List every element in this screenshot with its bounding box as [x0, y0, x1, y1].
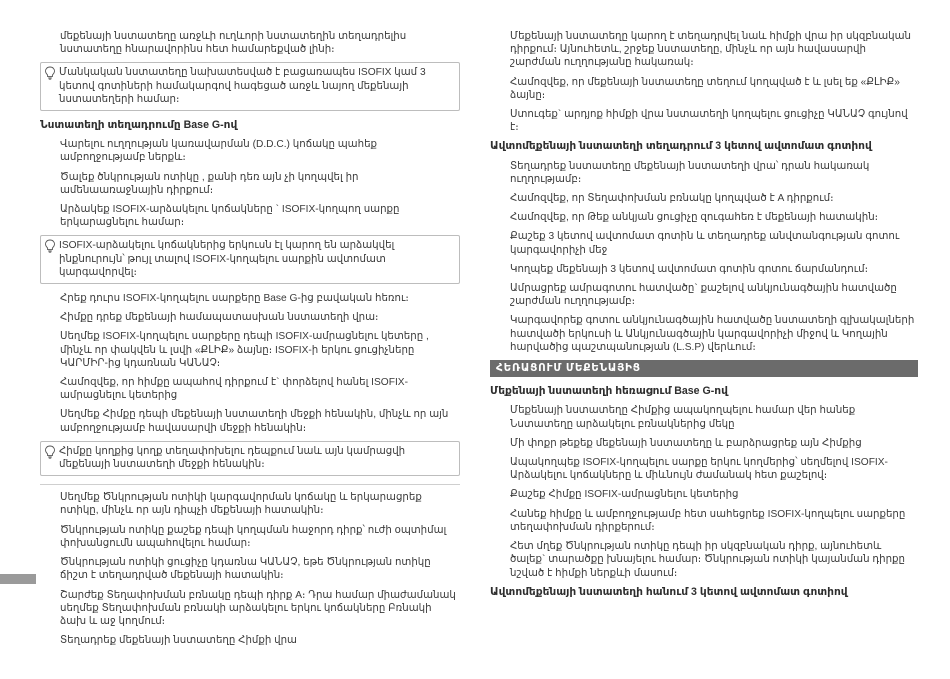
instruction-paragraph: Ամրացրեք ամրագոտու հատվածը` քաշելով անկյունագծային հատվածը շարժման ուղղությամբ։	[510, 283, 897, 308]
tip-note	[40, 441, 460, 476]
instruction-paragraph: Ծնկրության ոտիկի ցուցիչը կդառնա ԿԱՆԱՉ, եթե Ծնկրության ոտիկը ճիշտ է տեղադրված մեքենայի հատակին։	[60, 557, 431, 582]
divider	[40, 484, 460, 485]
tip-text: Հիմքը կողքից կողք տեղափոխելու դեպքում նաև այն կամրացվի մեքենայի նստատեղի մեջքի հենակին։	[59, 445, 406, 471]
instruction-paragraph: Արձակեք ISOFIX-արձակելու կոճակները ` ISOFIX-կողպող սարքը երկարացնելու համար։	[60, 204, 400, 229]
instruction-paragraph: Սեղմեք Ծնկրության ոտիկի կարգավորման կոճակը և երկարացրեք ոտիկը, մինչև որ այն դիպչի մեքենայի հատակին։	[60, 492, 422, 517]
instruction-paragraph: Քաշեք 3 կետով ավտոմատ գոտին և տեղադրեք անվտանգության գոտու կարգավորիչի մեջ	[510, 231, 900, 256]
lightbulb-icon	[44, 445, 56, 459]
instruction-paragraph: Սեղմեք Հիմքը դեպի մեքենայի նստատեղի մեջքի հենակին, մինչև որ այն ամբողջությամբ հավասարվի մեջքի հենակին։	[60, 409, 449, 434]
instruction-paragraph: Վարելու ուղղության կառավարման (D.D.C.) կոճակը պահեք ամբողջությամբ ներքև։	[60, 139, 378, 164]
instruction-paragraph: Հրեք դուրս ISOFIX-կողպելու սարքերը Base G-ից բավական հեռու։	[60, 293, 409, 305]
right-page	[480, 0, 935, 679]
instruction-paragraph: Ապակողպեք ISOFIX-կողպելու սարքը երկու կողմերից՝ սեղմելով ISOFIX-Արձակելու կոճակները և միևնույն ժամանակ հետ քաշելով։	[510, 457, 888, 482]
instruction-paragraph: Հիմքը դրեք մեքենայի համապատասխան նստատեղի վրա։	[60, 312, 379, 324]
instruction-paragraph: մեքենայի նստատեղը առջևի ուղևորի նստատեղին տեղադրելիս նստատեղը հնարավորինս հետ համարեքված լինի։	[60, 31, 407, 56]
instruction-paragraph: Մի փոքր թեքեք մեքենայի նստատեղը և բարձրացրեք այն Հիմքից	[510, 437, 862, 449]
section-heading: Ավտոմեքենայի նստատեղի հանում 3 կետով ավտոմատ գոտիով	[490, 585, 848, 598]
instruction-paragraph: Տեղադրեք նստատեղը մեքենայի նստատեղի վրա՝ դրան հակառակ ուղղությամբ։	[510, 160, 870, 185]
tip-text: ISOFIX-արձակելու կոճակներից երկուսն էլ կարող են արձակվել ինքնուրույն՝ թույլ տալով ISOFIX-կողպելու սարքին ավտոմատ կարգավորվել։	[59, 240, 395, 278]
section-heading: Մեքենայի նստատեղի հեռացում Base G-ով	[490, 385, 728, 398]
instruction-paragraph: Սեղմեք ISOFIX-կողպելու սարքերը դեպի ISOFIX-ամրացնելու կետերը , մինչև որ փակվեն և լսվի «ՔԼԻՔ» ձայնը։ ISOFIX-ի երկու ցուցիչները ԿԱՐՄԻՐ-ից կդառնան ԿԱՆԱՉ։	[60, 331, 429, 369]
lightbulb-icon	[44, 66, 56, 80]
tip-note	[40, 62, 460, 111]
section-heading: Ավտոմեքենայի նստատեղի տեղադրում 3 կետով ավտոմատ գոտիով	[490, 140, 872, 153]
instruction-paragraph: Հետ մղեք Ծնկրության ոտիկը դեպի իր սկզբնական դիրք, այնուհետև ծալեք` տարածքը խնայելու համար։ Ծնկրության ոտիկի կայանման դիրքը նշված է հիմքի ներքևի մասում։	[510, 541, 905, 579]
instruction-paragraph: Շարժեք Տեղափոխման բռնակը դեպի դիրք A։ Դրա համար միաժամանակ սեղմեք Տեղափոխման բռնակի արձակելու երկու կոճակները Բռնակի ձախ և աջ կողմում։	[60, 589, 456, 627]
instruction-paragraph: Համոզվեք, որ Տեղափոխման բռնակը կողպված է A դիրքում։	[510, 193, 834, 205]
lightbulb-icon	[44, 239, 56, 253]
instruction-paragraph: Հանեք հիմքը և ամբողջությամբ հետ սահեցրեք ISOFIX-կողպելու սարքերը տեղափոխման դիրքերում։	[510, 508, 906, 533]
instruction-paragraph: Ծալեք ծնկրության ոտիկը , քանի դեռ այն չի կողպվել իր ամենաառաջնային դիրքում։	[60, 171, 359, 196]
section-heading: Նստատեղի տեղադրումը Base G-ով	[40, 119, 238, 132]
instruction-paragraph: Մեքենայի նստատեղը կարող է տեղադրվել նաև հիմքի վրա իր սկզբնական դիրքում։ Այնուհետև, շրջեք նստատեղը, մինչև որ այն հավասարվի շարժման ուղղությանը հակառակ։	[510, 31, 911, 69]
instruction-paragraph: Ստուգեք` արդյոք հիմքի վրա նստատեղի կողպելու ցուցիչը ԿԱՆԱՉ գույնով է։	[510, 109, 908, 134]
left-column	[40, 30, 460, 653]
instruction-paragraph: Մեքենայի նստատեղը Հիմքից ապակողպելու համար վեր հանեք Նստատեղը արձակելու բռնակներից մեկը	[510, 405, 856, 430]
instruction-paragraph: Քաշեք Հիմքը ISOFIX-ամրացնելու կետերից	[510, 489, 739, 501]
instruction-paragraph: Համոզվեք, որ հիմքը ապահով դիրքում է` փորձելով հանել ISOFIX-ամրացնելու կետերից	[60, 377, 408, 402]
tip-text: Մանկական նստատեղը նախատեսված է բացառապես ISOFIX կամ 3 կետով գոտիների համակարգով հագեցած առջև նայող մեքենայի նստատեղերի համար։	[59, 67, 426, 105]
right-column	[490, 30, 918, 605]
instruction-paragraph: Համոզվեք, որ Թեք անկյան ցուցիչը զուգահեռ է մեքենայի հատակին։	[510, 212, 879, 224]
instruction-paragraph: Ծնկրության ոտիկը քաշեք դեպի կողպման հաջորդ դիրք՝ ուժի օպտիմալ փոխանցումն ապահովելու համար։	[60, 524, 447, 549]
left-page	[0, 0, 455, 679]
instruction-paragraph: Կողպեք մեքենայի 3 կետով ավտոմատ գոտին գոտու ճարմանդում։	[510, 263, 869, 275]
section-band: ՀԵՌԱՑՈՒՄ ՄԵՔԵՆԱՅԻՑ	[490, 360, 918, 377]
instruction-paragraph: Կարգավորեք գոտու անկյունագծային հատվածը նստատեղի գլխակալների հատվածի երկուսի և Անկյունագծային կարգավորիչի միջով և Կողային հարվածից պաշտպանության (L.S.P) վերևում։	[510, 315, 915, 353]
tip-note	[40, 235, 460, 284]
instruction-paragraph: Տեղադրեք մեքենայի նստատեղը Հիմքի վրա	[60, 635, 297, 647]
page-edge-tab	[0, 574, 36, 584]
instruction-paragraph: Համոզվեք, որ մեքենայի նստատեղը տեղում կողպված է և լսել եք «ՔԼԻՔ» ձայնը։	[510, 76, 900, 101]
